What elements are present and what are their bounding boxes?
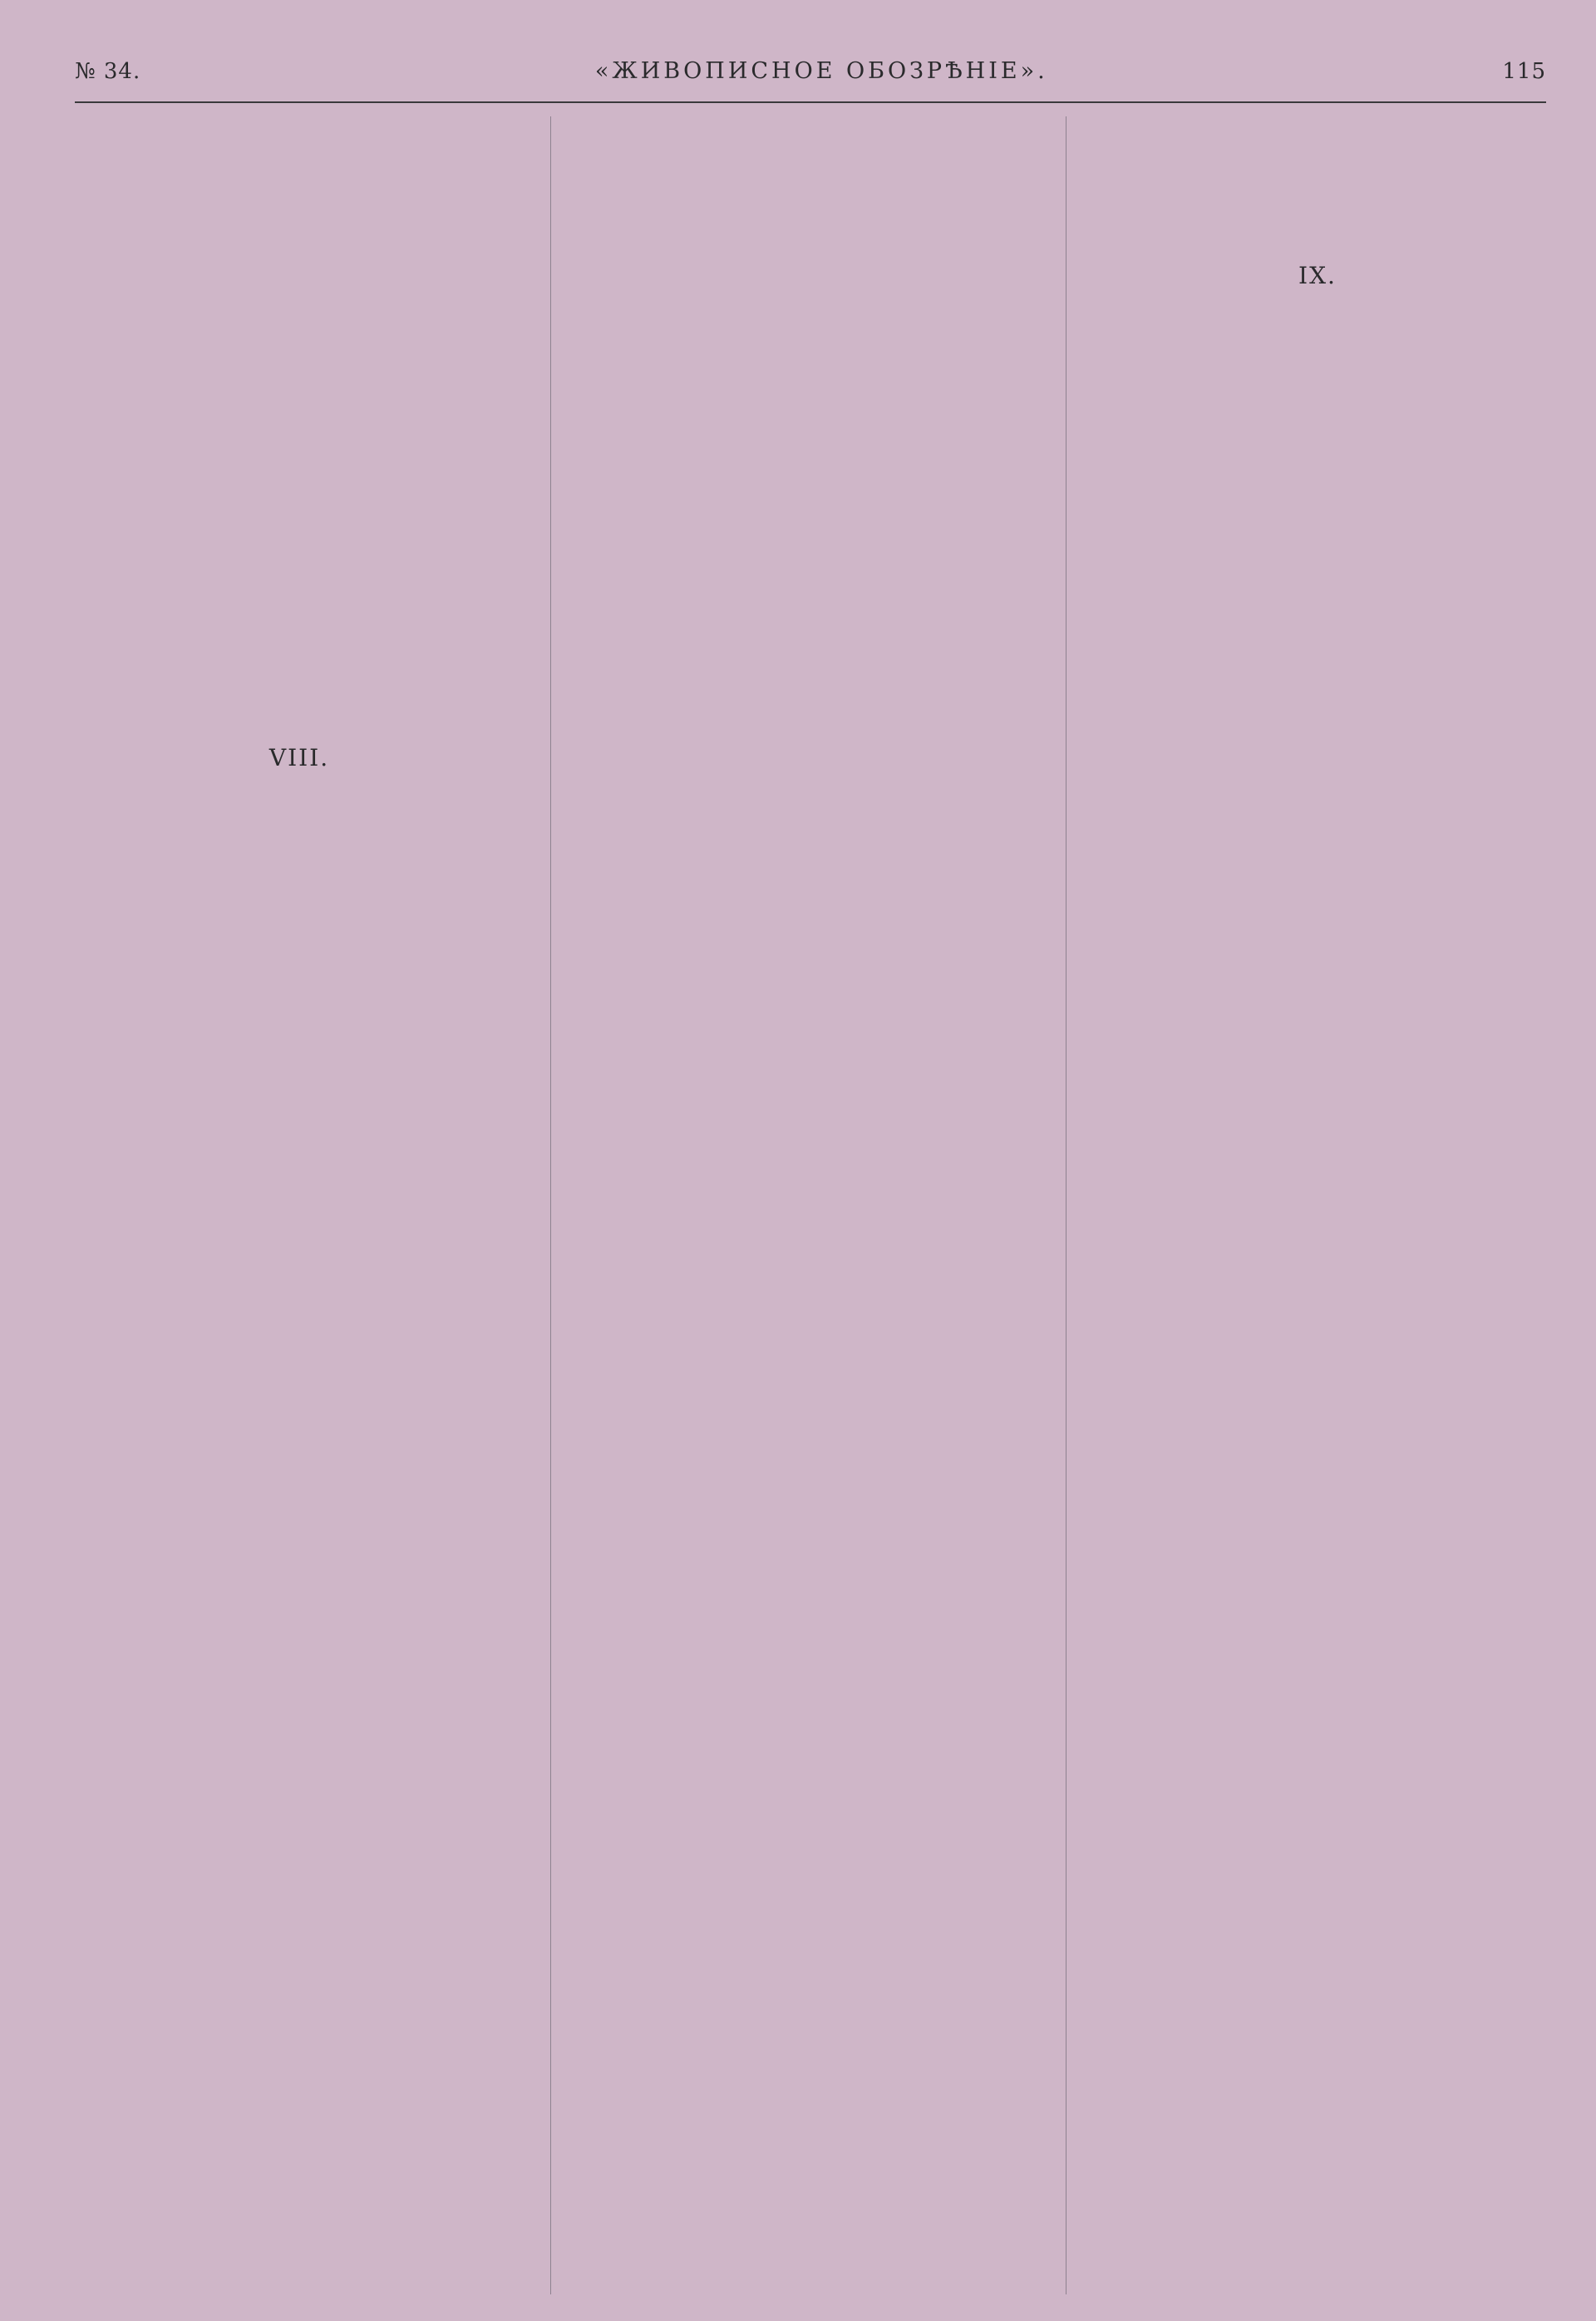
header-rule — [75, 101, 1546, 103]
column-2 — [557, 116, 1047, 2294]
page-number: 115 — [1502, 59, 1546, 84]
publication-title: «ЖИВОПИСНОЕ ОБОЗРѢНІЕ». — [594, 58, 1048, 84]
issue-number: № 34. — [75, 59, 141, 84]
column-3 — [1072, 116, 1563, 2294]
column-1 — [54, 116, 544, 2294]
section-number-ix: IX. — [1298, 262, 1337, 289]
page-header — [75, 58, 1546, 100]
column-divider — [550, 116, 551, 2294]
section-number-viii: VIII. — [268, 744, 330, 771]
